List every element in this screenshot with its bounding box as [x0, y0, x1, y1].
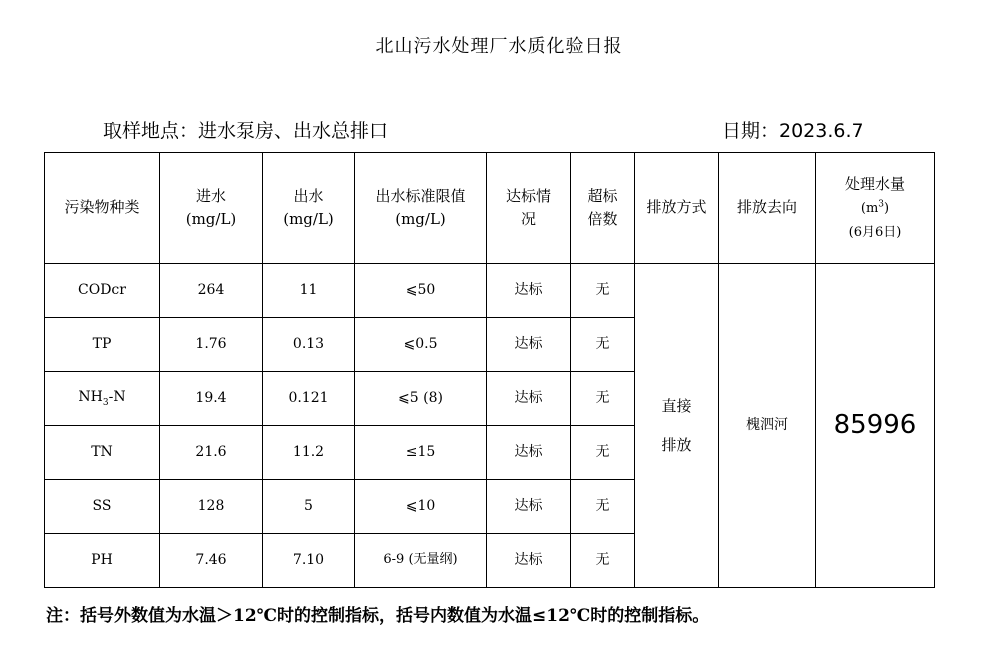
status-cell: 达标: [487, 264, 571, 318]
outflow-cell: 7.10: [263, 534, 355, 588]
table-row: [45, 264, 935, 318]
sampling-location: 取样地点：进水泵房、出水总排口: [103, 120, 389, 142]
pollutant-cell: PH: [45, 534, 160, 588]
pollutant-cell: SS: [45, 480, 160, 534]
inflow-cell: 264: [160, 264, 263, 318]
status-cell: 达标: [487, 534, 571, 588]
footnote: 注：括号外数值为水温＞12℃时的控制指标，括号内数值为水温≤12℃时的控制指标。: [46, 606, 710, 626]
report-date: 日期：2023.6.7: [722, 120, 864, 142]
header-discharge-method: 排放方式: [635, 153, 719, 264]
exceed-cell: 无: [571, 264, 635, 318]
header-discharge-destination: 排放去向: [719, 153, 816, 264]
header-outflow: 出水 (mg/L): [263, 153, 355, 264]
limit-cell: ⩽5 (8): [355, 372, 487, 426]
header-limit: 出水标准限值 (mg/L): [355, 153, 487, 264]
inflow-cell: 1.76: [160, 318, 263, 372]
header-inflow: 进水 (mg/L): [160, 153, 263, 264]
treated-volume-cell: 85996: [816, 264, 935, 588]
water-quality-table: [44, 152, 935, 588]
header-volume: 处理水量 $(m^3)$ (6月6日): [816, 153, 935, 264]
header-row: [45, 153, 935, 264]
limit-cell: ≤15: [355, 426, 487, 480]
outflow-cell: 11: [263, 264, 355, 318]
status-cell: 达标: [487, 480, 571, 534]
outflow-cell: 0.13: [263, 318, 355, 372]
limit-cell: 6-9 (无量纲): [355, 534, 487, 588]
status-cell: 达标: [487, 318, 571, 372]
limit-cell: ⩽10: [355, 480, 487, 534]
outflow-cell: 11.2: [263, 426, 355, 480]
limit-cell: ⩽50: [355, 264, 487, 318]
exceed-cell: 无: [571, 426, 635, 480]
header-exceed: 超标倍数: [571, 153, 635, 264]
discharge-method-cell: 直接 排放: [635, 264, 719, 588]
status-cell: 达标: [487, 426, 571, 480]
pollutant-cell: $NH_3-N$: [45, 372, 160, 426]
inflow-cell: 21.6: [160, 426, 263, 480]
exceed-cell: 无: [571, 372, 635, 426]
exceed-cell: 无: [571, 534, 635, 588]
exceed-cell: 无: [571, 318, 635, 372]
pollutant-cell: TP: [45, 318, 160, 372]
pollutant-cell: CODcr: [45, 264, 160, 318]
discharge-destination-cell: 槐泗河: [719, 264, 816, 588]
pollutant-cell: TN: [45, 426, 160, 480]
limit-cell: ⩽0.5: [355, 318, 487, 372]
outflow-cell: 5: [263, 480, 355, 534]
outflow-cell: 0.121: [263, 372, 355, 426]
inflow-cell: 19.4: [160, 372, 263, 426]
header-status: 达标情况: [487, 153, 571, 264]
status-cell: 达标: [487, 372, 571, 426]
inflow-cell: 7.46: [160, 534, 263, 588]
inflow-cell: 128: [160, 480, 263, 534]
exceed-cell: 无: [571, 480, 635, 534]
report-title: 北山污水处理厂水质化验日报: [375, 36, 623, 57]
header-pollutant-type: 污染物种类: [45, 153, 160, 264]
